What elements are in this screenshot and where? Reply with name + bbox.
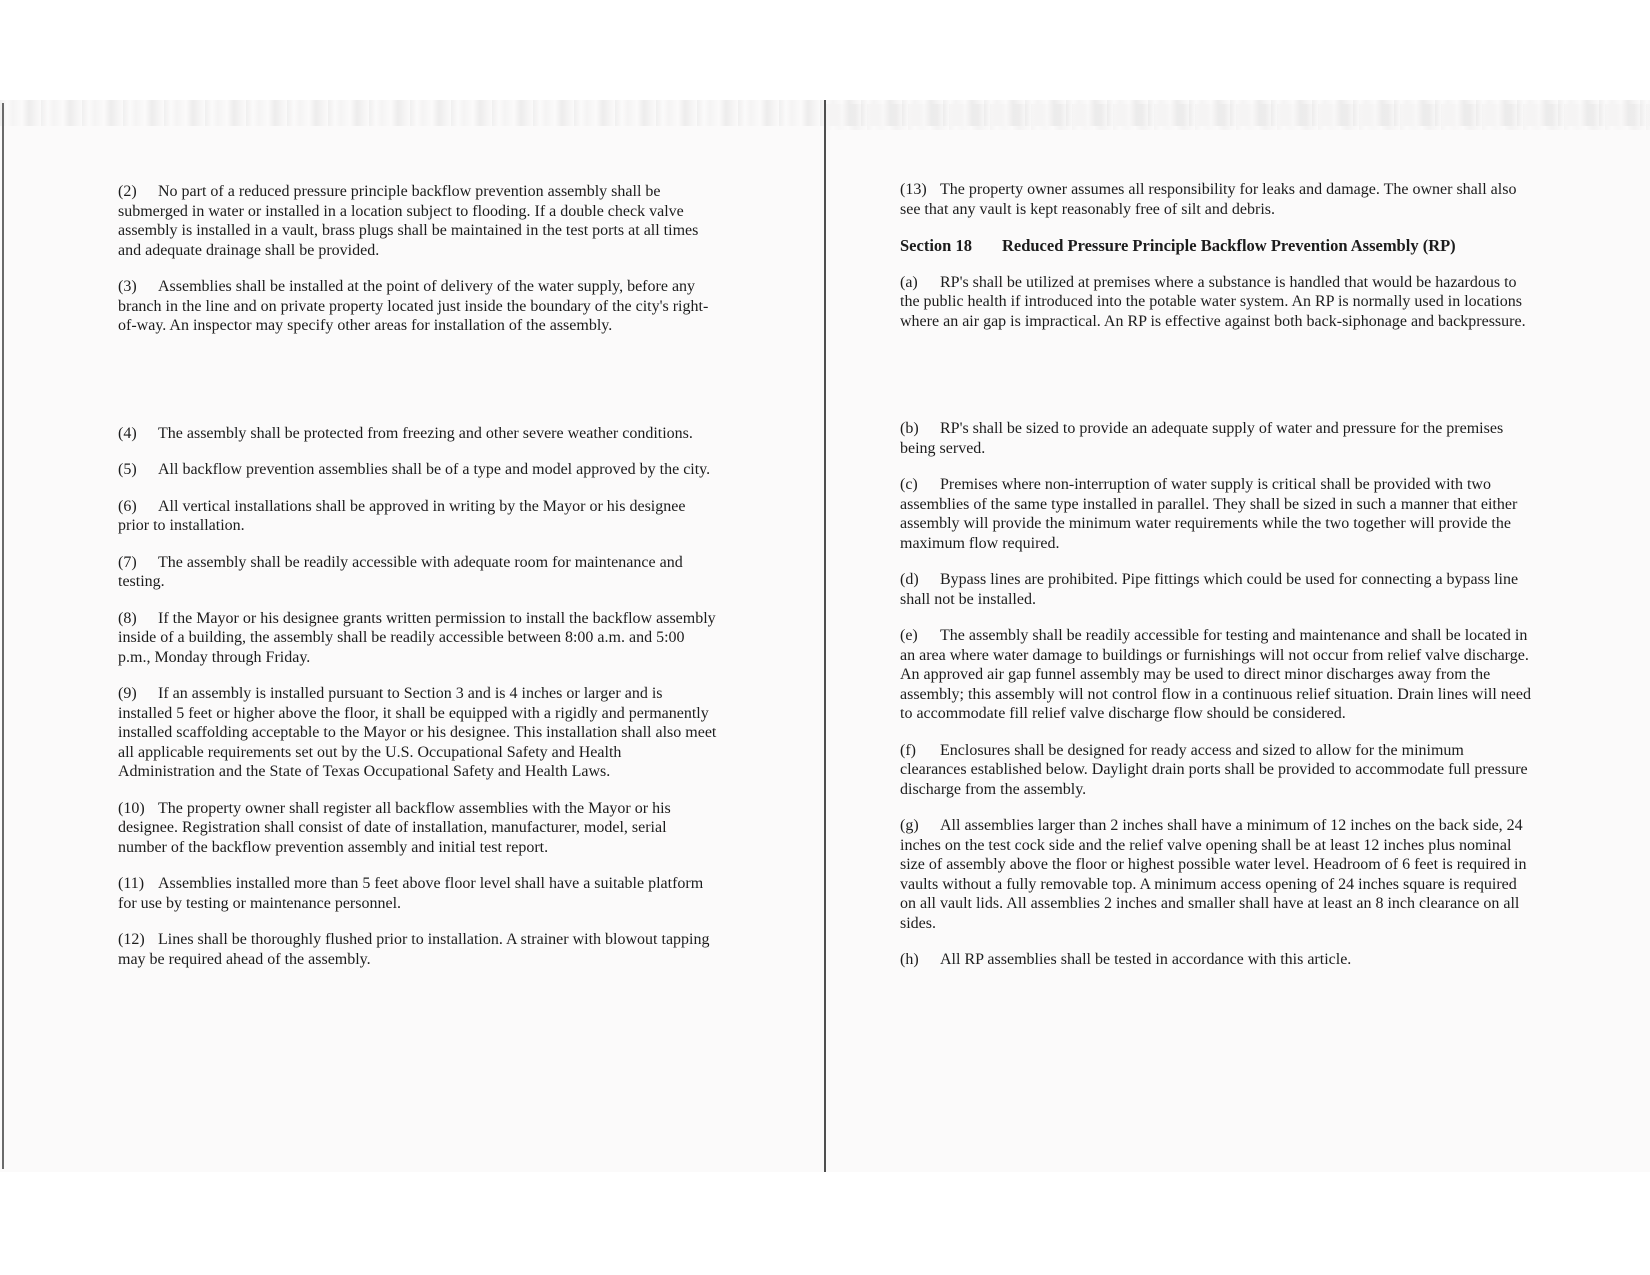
paragraph-b [900,419,1534,458]
paragraph-e [900,626,1534,724]
paragraph-d-text: Bypass lines are prohibited. Pipe fittings which could be used for connecting a bypass line shall not be installed. [900,571,1519,608]
paragraph-6-number: (6) [118,497,137,515]
paragraph-9 [118,684,718,782]
paragraph-13-number: (13) [900,181,927,198]
paragraph-13 [900,180,1534,219]
paragraph-12-text: Lines shall be thoroughly flushed prior to installation. A strainer with blowout tapping may be required ahead of the assembly. [118,931,710,968]
paragraph-c-text: Premises where non-interruption of water supply is critical shall be provided with two assemblies of the same type installed in parallel. They shall be sized in such a manner that either assembly will provide the minimum water requirements while the two together will provide the maximum flow required. [900,476,1518,552]
paragraph-b-number: (b) [900,420,919,437]
paragraph-a-text: RP's shall be utilized at premises where a substance is handled that would be hazardous to the public health if introduced into the potable water system. An RP is normally used in locations where an air gap is impractical. An RP is effective against both back-siphonage and backpressure. [900,273,1526,330]
paragraph-11-number: (11) [118,875,145,892]
paragraph-7-number: (7) [118,553,137,571]
paragraph-3-number: (3) [118,278,137,295]
paragraph-2-number: (2) [118,183,137,200]
paragraph-4-number: (4) [118,424,137,442]
paragraph-h [900,950,1534,970]
paragraph-10-text: The property owner shall register all backflow assemblies with the Mayor or his designee. Registration shall consist of date of installation, manufacturer, model, serial number of the backflow prevention assembly and initial test report. [118,799,671,856]
paragraph-d-number: (d) [900,571,919,588]
paragraph-e-number: (e) [900,627,918,644]
paragraph-10-number: (10) [118,799,145,817]
paragraph-8-number: (8) [118,609,137,627]
paragraph-c [900,475,1534,553]
paragraph-a-number: (a) [900,273,918,291]
paragraph-3 [118,277,718,336]
paragraph-10 [118,799,718,858]
paragraph-6 [118,497,718,536]
paragraph-8-text: If the Mayor or his designee grants written permission to install the backflow assembly inside of a building, the assembly shall be readily accessible between 8:00 a.m. and 5:00 p.m., Monday through Friday. [118,609,716,666]
paragraph-8 [118,609,718,668]
scan-left-edge-line [2,103,4,1169]
scan-noise-band-right [826,104,1650,130]
paragraph-5-number: (5) [118,461,137,478]
section-18-heading-number: Section 18 [900,236,972,255]
scanned-sheet [0,100,1650,1172]
paragraph-6-text: All vertical installations shall be approved in writing by the Mayor or his designee prior to installation. [118,497,686,534]
paragraph-g [900,816,1534,933]
paragraph-12 [118,930,718,969]
paragraph-4 [118,424,718,444]
paragraph-a [900,273,1534,332]
section-18-heading-title: Reduced Pressure Principle Backflow Prevention Assembly (RP) [1001,236,1456,255]
paragraph-f-number: (f) [900,741,916,759]
paragraph-h-text: All RP assemblies shall be tested in accordance with this article. [940,951,1352,968]
paragraph-h-number: (h) [900,951,919,968]
paragraph-9-text: If an assembly is installed pursuant to Section 3 and is 4 inches or larger and is installed 5 feet or higher above the floor, it shall be equipped with a rigidly and permanently installed scaffolding acceptable to the Mayor or his designee. This installation shall also meet all applicable requirements set out by the U.S. Occupational Safety and Health Administration and the State of Texas Occupational Safety and Health Laws. [118,685,717,780]
paragraph-4-text: The assembly shall be protected from freezing and other severe weather conditions. [158,424,693,442]
paragraph-d [900,570,1534,609]
paragraph-e-text: The assembly shall be readily accessible for testing and maintenance and shall be located in an area where water damage to buildings or furnishings will not occur from relief valve discharge. An approved air gap funnel assembly may be used to direct minor discharges away from the assembly; this assembly will not control flow in a continuous relief situation. Drain lines will need to accommodate fill relief valve discharge flow should be considered. [900,627,1532,722]
paragraph-13-text: The property owner assumes all responsibility for leaks and damage. The owner shall also see that any vault is kept reasonably free of silt and debris. [900,181,1517,218]
paragraph-c-number: (c) [900,476,918,493]
paragraph-b-text: RP's shall be sized to provide an adequate supply of water and pressure for the premises being served. [900,420,1504,457]
paragraph-g-text: All assemblies larger than 2 inches shall have a minimum of 12 inches on the back side, 24 inches on the test cock side and the relief valve opening shall be at least 12 inches plus nominal size of assembly above the floor or highest possible water level. Headroom of 6 feet is required in vaults without a fully removable top. A minimum access opening of 24 inches square is required on all vault lids. All assemblies 2 inches and smaller shall have at least an 8 inch clearance on all sides. [900,817,1527,932]
paragraph-5-text: All backflow prevention assemblies shall be of a type and model approved by the city. [158,461,711,478]
right-page-text-column [900,180,1534,987]
paragraph-12-number: (12) [118,931,145,948]
page-divider-line [824,100,826,1172]
paragraph-2-text: No part of a reduced pressure principle backflow prevention assembly shall be submerged in water or installed in a location subject to flooding. If a double check valve assembly is installed in a vault, brass plugs shall be maintained in the test ports at all times and adequate drainage shall be provided. [118,183,699,259]
paragraph-11 [118,874,718,913]
paragraph-3-text: Assemblies shall be installed at the point of delivery of the water supply, before any branch in the line and on private property located just inside the boundary of the city's right-of-way. An inspector may specify other areas for installation of the assembly. [118,278,709,334]
paragraph-7-text: The assembly shall be readily accessible with adequate room for maintenance and testing. [118,553,683,590]
paragraph-5 [118,460,718,480]
paragraph-2 [118,182,718,260]
paragraph-9-number: (9) [118,685,137,702]
paragraph-11-text: Assemblies installed more than 5 feet above floor level shall have a suitable platform for use by testing or maintenance personnel. [118,875,704,912]
paragraph-f [900,741,1534,800]
paragraph-g-number: (g) [900,817,919,834]
paragraph-f-text: Enclosures shall be designed for ready access and sized to allow for the minimum clearances established below. Daylight drain ports shall be provided to accommodate full pressure discharge from the assembly. [900,741,1528,798]
paragraph-7 [118,553,718,592]
section-18-heading [900,236,1534,256]
left-page-text-column [118,182,718,986]
